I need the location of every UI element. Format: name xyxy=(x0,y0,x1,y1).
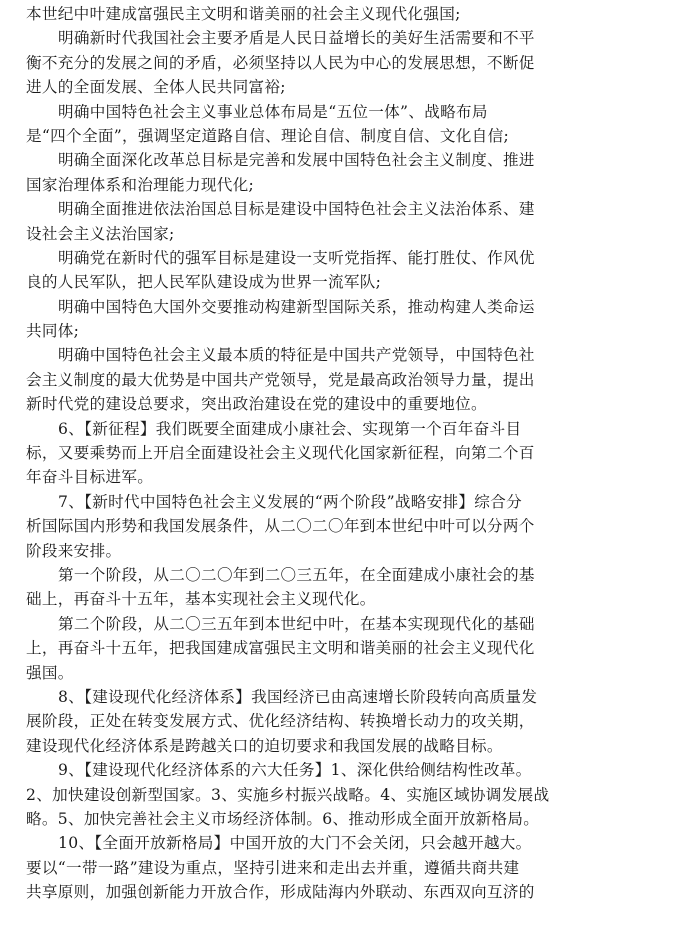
text-line-30: 展阶段，正处在转变发展方式、优化经济结构、转换增长动力的攻关期， xyxy=(26,712,535,731)
text-line-15: 明确中国特色社会主义最本质的特征是中国共产党领导，中国特色社 xyxy=(58,346,535,365)
text-line-32: 9、【建设现代化经济体系的六大任务】1、深化供给侧结构性改革。 xyxy=(58,761,532,780)
text-line-21: 7、【新时代中国特色社会主义发展的“两个阶段”战略安排】综合分 xyxy=(58,492,522,511)
text-line-34: 略。5、加快完善社会主义市场经济体制。6、推动形成全面开放新格局。 xyxy=(26,809,540,828)
text-line-22: 析国际国内形势和我国发展条件，从二〇二〇年到本世纪中叶可以分两个 xyxy=(26,517,535,536)
text-line-4: 进人的全面发展、全体人民共同富裕; xyxy=(26,78,286,97)
text-line-23: 阶段来安排。 xyxy=(26,541,122,560)
text-line-2: 明确新时代我国社会主要矛盾是人民日益增长的美好生活需要和不平 xyxy=(58,29,535,48)
text-line-17: 新时代党的建设总要求，突出政治建设在党的建设中的重要地位。 xyxy=(26,395,487,414)
text-line-13: 明确中国特色大国外交要推动构建新型国际关系，推动构建人类命运 xyxy=(58,297,535,316)
text-line-29: 8、【建设现代化经济体系】我国经济已由高速增长阶段转向高质量发 xyxy=(58,687,538,706)
text-line-5: 明确中国特色社会主义事业总体布局是“五位一体”、战略布局 xyxy=(58,102,488,121)
text-line-12: 良的人民军队，把人民军队建设成为世界一流军队; xyxy=(26,273,382,292)
text-line-9: 明确全面推进依法治国总目标是建设中国特色社会主义法治体系、建 xyxy=(58,200,535,219)
text-line-25: 础上，再奋斗十五年，基本实现社会主义现代化。 xyxy=(26,590,376,609)
text-line-18: 6、【新征程】我们既要全面建成小康社会、实现第一个百年奋斗目 xyxy=(58,419,522,438)
text-line-24: 第一个阶段，从二〇二〇年到二〇三五年，在全面建成小康社会的基 xyxy=(58,565,535,584)
text-line-19: 标，又要乘势而上开启全面建设社会主义现代化国家新征程，向第二个百 xyxy=(26,444,535,463)
text-line-8: 国家治理体系和治理能力现代化; xyxy=(26,175,255,194)
text-line-10: 设社会主义法治国家; xyxy=(26,224,175,243)
text-line-14: 共同体; xyxy=(26,322,80,341)
text-line-28: 强国。 xyxy=(26,663,74,682)
text-line-20: 年奋斗目标进军。 xyxy=(26,468,154,487)
text-line-31: 建设现代化经济体系是跨越关口的迫切要求和我国发展的战略目标。 xyxy=(26,736,503,755)
text-line-6: 是“四个全面”，强调坚定道路自信、理论自信、制度自信、文化自信; xyxy=(26,126,510,145)
text-line-3: 衡不充分的发展之间的矛盾，必须坚持以人民为中心的发展思想，不断促 xyxy=(26,53,535,72)
text-line-7: 明确全面深化改革总目标是完善和发展中国特色社会主义制度、推进 xyxy=(58,151,535,170)
text-line-1: 本世纪中叶建成富强民主文明和谐美丽的社会主义现代化强国; xyxy=(26,5,461,23)
text-line-16: 会主义制度的最大优势是中国共产党领导，党是最高政治领导力量，提出 xyxy=(26,370,535,389)
text-line-35: 10、【全面开放新格局】中国开放的大门不会关闭，只会越开越大。 xyxy=(58,834,532,853)
text-line-37: 共享原则，加强创新能力开放合作，形成陆海内外联动、东西双向互济的 xyxy=(26,883,535,902)
text-line-26: 第二个阶段，从二〇三五年到本世纪中叶，在基本实现现代化的基础 xyxy=(58,614,535,633)
text-line-36: 要以“一带一路”建设为重点，坚持引进来和走出去并重，遵循共商共建 xyxy=(26,858,520,877)
text-line-27: 上，再奋斗十五年，把我国建成富强民主文明和谐美丽的社会主义现代化 xyxy=(26,639,535,658)
text-line-33: 2、加快建设创新型国家。3、实施乡村振兴战略。4、实施区域协调发展战 xyxy=(26,785,550,804)
text-line-11: 明确党在新时代的强军目标是建设一支听党指挥、能打胜仗、作风优 xyxy=(58,248,535,267)
